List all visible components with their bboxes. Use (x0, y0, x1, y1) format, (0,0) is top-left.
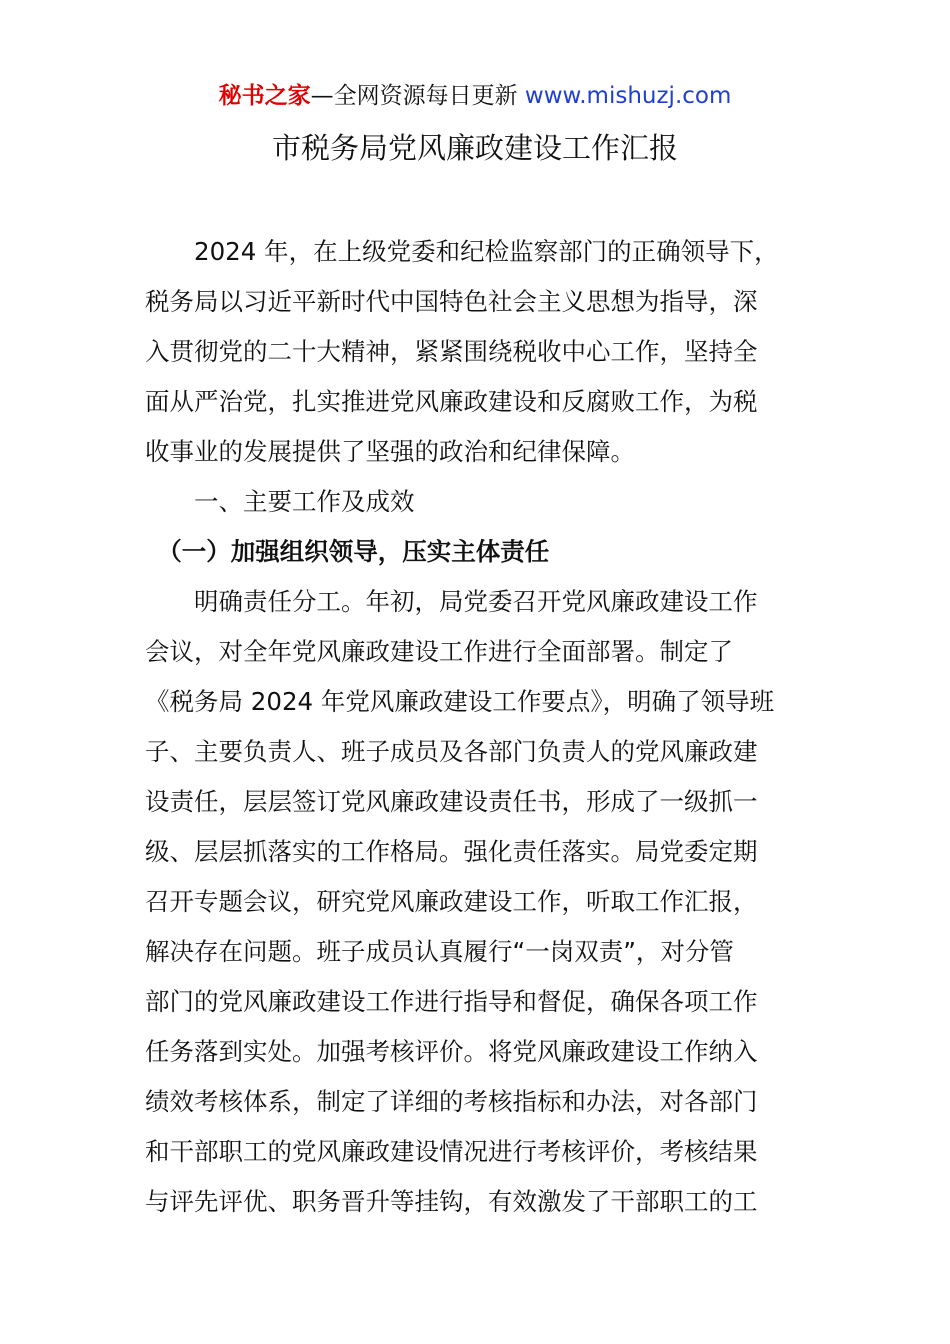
site-url: www.mishuzj.com (524, 83, 732, 109)
body-line: 级、层层抓落实的工作格局。强化责任落实。局党委定期 (145, 837, 758, 866)
body-line: 部门的党风廉政建设工作进行指导和督促，确保各项工作 (145, 987, 758, 1016)
watermark-header (0, 80, 950, 112)
body-line: 解决存在问题。班子成员认真履行“一岗双责”，对分管 (145, 937, 734, 966)
header-tagline: —全网资源每日更新 (310, 83, 525, 109)
document-title: 市税务局党风廉政建设工作汇报 (271, 131, 678, 165)
body-line: 任务落到实处。加强考核评价。将党风廉政建设工作纳入 (145, 1037, 758, 1066)
body-line: 子、主要负责人、班子成员及各部门负责人的党风廉政建 (145, 737, 758, 766)
brand-name: 秘书之家 (218, 83, 311, 109)
body-line: 2024 年，在上级党委和纪检监察部门的正确领导下， (145, 237, 779, 266)
body-line: 入贯彻党的二十大精神，紧紧围绕税收中心工作，坚持全 (145, 337, 758, 366)
body-line: 召开专题会议，研究党风廉政建设工作，听取工作汇报， (145, 887, 758, 916)
body-line: 设责任，层层签订党风廉政建设责任书，形成了一级抓一 (145, 787, 758, 816)
body-line: 面从严治党，扎实推进党风廉政建设和反腐败工作，为税 (145, 387, 758, 416)
subsection-heading: （一）加强组织领导，压实主体责任 (145, 537, 550, 566)
body-line: 《税务局 2024 年党风廉政建设工作要点》，明确了领导班 (145, 687, 775, 716)
body-line: 收事业的发展提供了坚强的政治和纪律保障。 (145, 437, 635, 466)
body-line: 会议，对全年党风廉政建设工作进行全面部署。制定了 (145, 637, 733, 666)
body-line: 绩效考核体系，制定了详细的考核指标和办法，对各部门 (145, 1087, 758, 1116)
body-line: 与评先评优、职务晋升等挂钩，有效激发了干部职工的工 (145, 1187, 758, 1216)
body-line: 明确责任分工。年初，局党委召开党风廉政建设工作 (145, 587, 758, 616)
body-line: 税务局以习近平新时代中国特色社会主义思想为指导，深 (145, 287, 758, 316)
document-body (145, 227, 810, 1227)
body-line: 和干部职工的党风廉政建设情况进行考核评价，考核结果 (145, 1137, 758, 1166)
section-heading: 一、主要工作及成效 (145, 487, 415, 516)
